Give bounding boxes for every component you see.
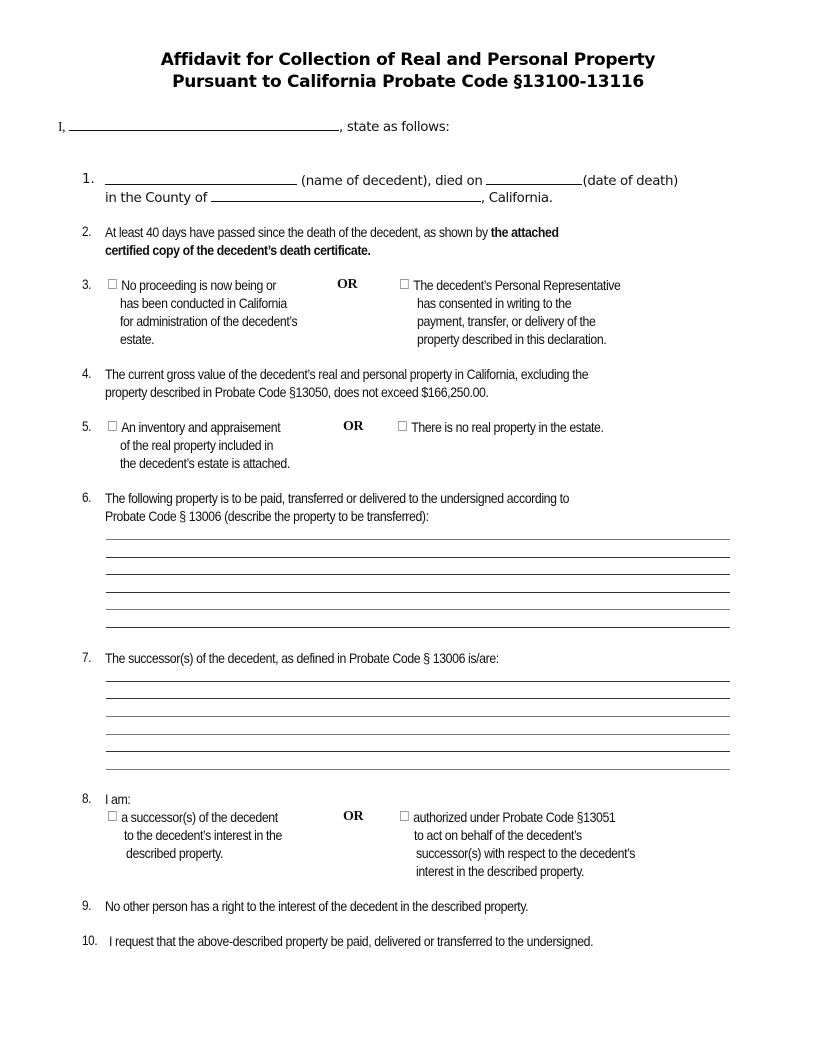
item-3-or: OR <box>337 277 358 292</box>
item-8-number: 8. <box>82 791 92 806</box>
item-5-left-line1: An inventory and appraisement <box>121 419 281 435</box>
successor-line-6[interactable] <box>106 769 730 770</box>
item-2-line2 <box>105 241 371 259</box>
property-description-line-2[interactable] <box>106 557 730 558</box>
intro-suffix: , state as follows: <box>339 120 450 135</box>
date-of-death-label: (date of death) <box>582 174 678 189</box>
item-8-or: OR <box>343 809 364 824</box>
california-label: , California. <box>480 191 553 206</box>
item-4-number: 4. <box>82 366 92 381</box>
item-7-line1: The successor(s) of the decedent, as defined in Probate Code § 13006 is/are: <box>105 650 499 666</box>
checkbox-successor[interactable] <box>108 811 117 821</box>
item-10-number: 10. <box>82 933 98 948</box>
item-2-line1 <box>105 223 559 241</box>
item-2-text: At least 40 days have passed since the death of the decedent, as shown by <box>105 224 488 240</box>
item-6-line2: Probate Code § 13006 (describe the property to be transferred): <box>105 508 429 524</box>
item-8-left-option <box>108 808 278 826</box>
item-5-number: 5. <box>82 419 92 434</box>
document-title-line2: Pursuant to California Probate Code §13100-13116 <box>172 72 644 92</box>
item-4-line2: property described in Probate Code §13050, does not exceed $166,250.00. <box>105 384 489 400</box>
successor-line-5[interactable] <box>106 751 730 752</box>
item-5-left-line2: of the real property included in <box>120 437 274 453</box>
item-8-right-line3: successor(s) with respect to the decedent’s <box>416 845 635 861</box>
item-3-left-line2: has been conducted in California <box>120 295 287 311</box>
item-2-number: 2. <box>82 224 92 239</box>
item-3-right-option <box>400 276 621 294</box>
checkbox-inventory-attached[interactable] <box>108 421 117 431</box>
checkbox-authorized-13051[interactable] <box>400 811 409 821</box>
item-8-label: I am: <box>105 791 131 807</box>
checkbox-no-proceeding[interactable] <box>108 279 117 289</box>
item-3-right-line3: payment, transfer, or delivery of the <box>417 313 596 329</box>
intro-line <box>58 117 450 137</box>
affiant-name-field[interactable] <box>69 117 339 131</box>
item-3-right-line1: The decedent’s Personal Representative <box>413 277 621 293</box>
item-8-right-option <box>400 808 615 826</box>
intro-prefix: I, <box>58 119 66 134</box>
item-3-right-line4: property described in this declaration. <box>417 331 607 347</box>
successor-line-4[interactable] <box>106 734 730 735</box>
item-9-text: No other person has a right to the interest of the decedent in the described property. <box>105 898 529 914</box>
item-8-left-line3: described property. <box>126 845 224 861</box>
item-8-right-line4: interest in the described property. <box>416 863 585 879</box>
item-3-left-line1: No proceeding is now being or <box>121 277 277 293</box>
item-8-right-line1: authorized under Probate Code §13051 <box>413 809 616 825</box>
property-description-line-1[interactable] <box>106 539 730 540</box>
item-5-right-option <box>398 418 604 436</box>
item-7-number: 7. <box>82 650 92 665</box>
checkbox-no-real-property[interactable] <box>398 421 407 431</box>
item-3-right-line2: has consented in writing to the <box>417 295 572 311</box>
date-of-death-field[interactable] <box>486 171 582 185</box>
item-10-text: I request that the above-described property be paid, delivered or transferred to the undersigned. <box>109 933 594 949</box>
item-8-left-line2: to the decedent’s interest in the <box>124 827 282 843</box>
item-3-left-option <box>108 276 276 294</box>
item-8-left-line1: a successor(s) of the decedent <box>121 809 278 825</box>
successor-line-1[interactable] <box>106 681 730 682</box>
item-6-number: 6. <box>82 490 92 505</box>
item-5-or: OR <box>343 419 364 434</box>
item-5-left-option <box>108 418 280 436</box>
item-5-right-line1: There is no real property in the estate. <box>411 419 604 435</box>
decedent-name-field[interactable] <box>105 171 297 185</box>
property-description-line-3[interactable] <box>106 574 730 575</box>
property-description-line-5[interactable] <box>106 609 730 610</box>
property-description-line-6[interactable] <box>106 627 730 628</box>
item-1-number: 1. <box>82 172 95 187</box>
checkbox-personal-representative[interactable] <box>400 279 409 289</box>
item-2-bold1: the attached <box>490 224 559 240</box>
item-3-left-line3: for administration of the decedent’s <box>120 313 298 329</box>
item-6-line1: The following property is to be paid, transferred or delivered to the undersigned according to <box>105 490 570 506</box>
item-1-line2 <box>105 188 553 208</box>
item-3-left-line4: estate. <box>120 331 155 347</box>
item-3-number: 3. <box>82 277 92 292</box>
property-description-line-4[interactable] <box>106 592 730 593</box>
county-label: in the County of <box>105 191 207 206</box>
item-5-left-line3: the decedent’s estate is attached. <box>120 455 290 471</box>
successor-line-2[interactable] <box>106 698 730 699</box>
successor-line-3[interactable] <box>106 716 730 717</box>
item-9-number: 9. <box>82 898 92 913</box>
item-8-right-line2: to act on behalf of the decedent’s <box>414 827 582 843</box>
item-2-bold2: certified copy of the decedent’s death certificate. <box>105 242 371 258</box>
document-title-line1: Affidavit for Collection of Real and Personal Property <box>160 50 656 70</box>
name-of-decedent-label: (name of decedent), died on <box>300 174 483 189</box>
county-field[interactable] <box>211 188 481 202</box>
item-4-line1: The current gross value of the decedent’s real and personal property in California, excluding the <box>105 366 589 382</box>
